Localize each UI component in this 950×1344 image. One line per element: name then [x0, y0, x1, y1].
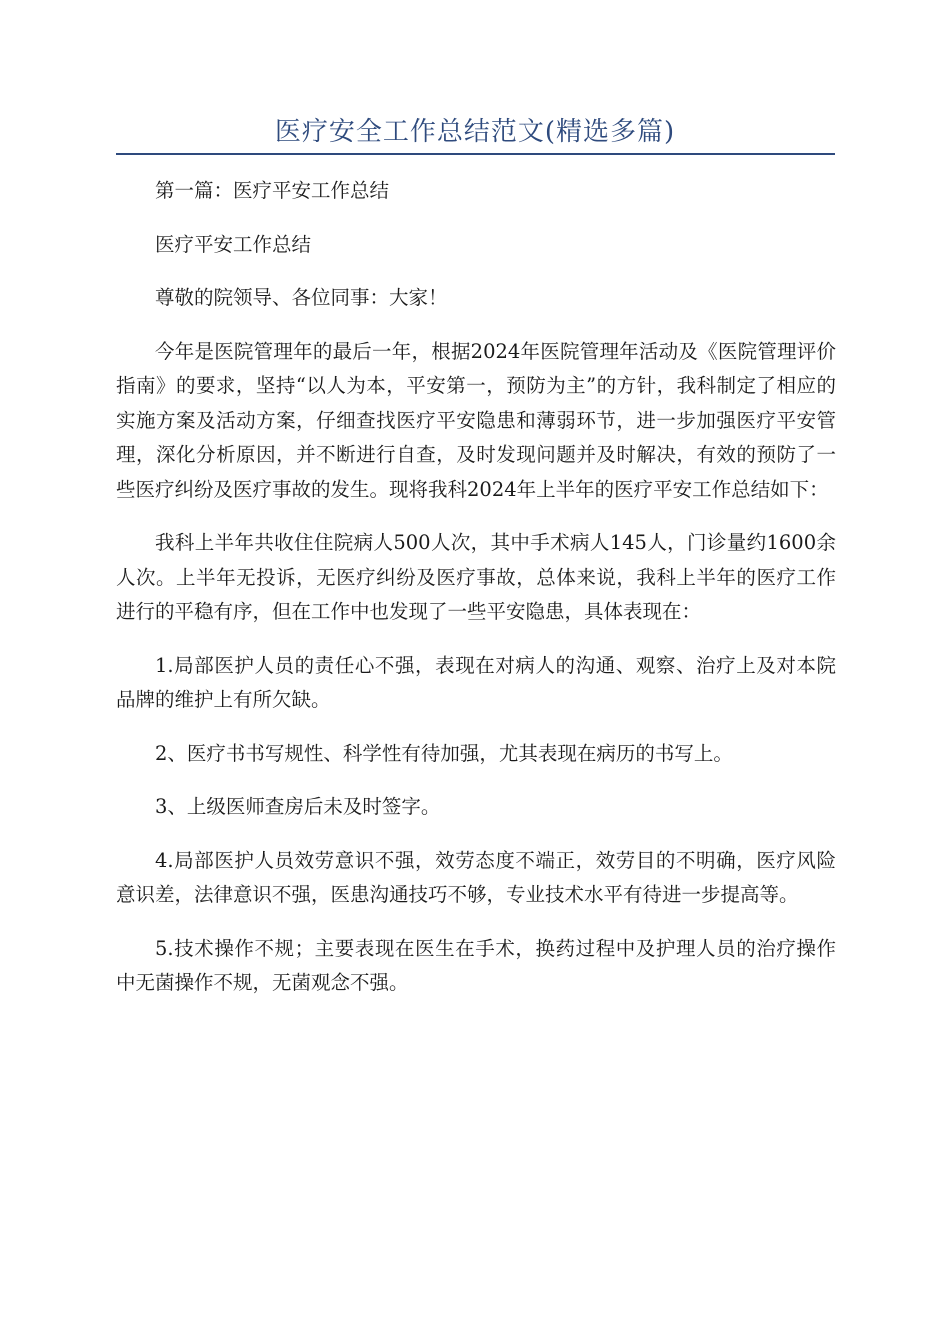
paragraph: 尊敬的院领导、各位同事：大家！ — [155, 286, 448, 309]
paragraph: 2、医疗书书写规性、科学性有待加强，尤其表现在病历的书写上。 — [155, 741, 733, 765]
paragraph: 我科上半年共收住住院病人500人次，其中手术病人145人，门诊量约1600余人次。上半年无投诉，无医疗纠纷及医疗事故，总体来说，我科上半年的医疗工作进行的平稳有序，但在工作中也发现了一些平安隐患，具体表现在： — [116, 531, 836, 623]
document-title: 医疗安全工作总结范文(精选多篇) — [274, 117, 676, 147]
paragraph: 第一篇：医疗平安工作总结 — [155, 179, 390, 202]
title-underline — [116, 153, 835, 155]
paragraph: 5.技术操作不规；主要表现在医生在手术，换药过程中及护理人员的治疗操作中无菌操作不规，无菌观念不强。 — [116, 936, 836, 994]
paragraph: 医疗平安工作总结 — [155, 232, 312, 256]
document-body — [116, 174, 836, 1020]
paragraph: 4.局部医护人员效劳意识不强，效劳态度不端正，效劳目的不明确，医疗风险意识差，法律意识不强，医患沟通技巧不够，专业技术水平有待进一步提高等。 — [116, 848, 836, 906]
paragraph: 3、上级医师查房后未及时签字。 — [155, 795, 441, 818]
paragraph: 1.局部医护人员的责任心不强，表现在对病人的沟通、观察、治疗上及对本院品牌的维护上有所欠缺。 — [116, 653, 836, 711]
paragraph: 今年是医院管理年的最后一年，根据2024年医院管理年活动及《医院管理评价指南》的要求，坚持“以人为本，平安第一，预防为主”的方针，我科制定了相应的实施方案及活动方案，仔细查找医疗平安隐患和薄弱环节，进一步加强医疗平安管理，深化分析原因，并不断进行自查，及时发现问题并及时解决，有效的预防了一些医疗纠纷及医疗事故的发生。现将我科2024年上半年的医疗平安工作总结如下： — [116, 339, 836, 501]
